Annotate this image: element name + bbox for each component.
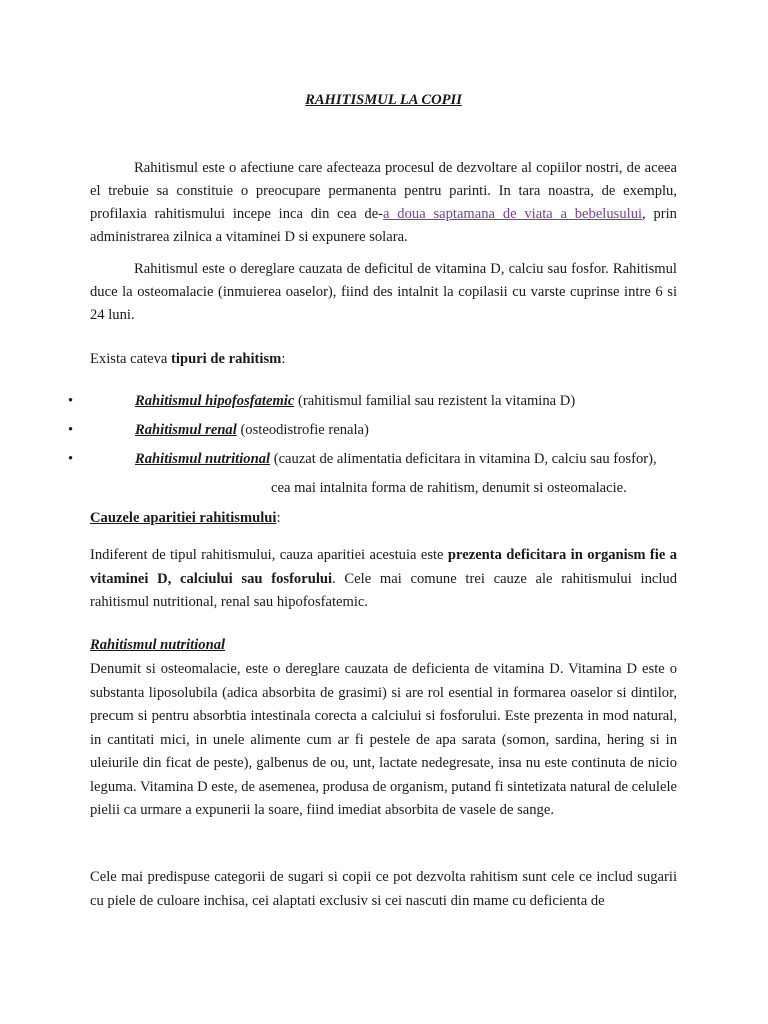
causes-heading-text: Cauzele aparitiei rahitismului <box>90 510 277 526</box>
predisposed-paragraph: Cele mai predispuse categorii de sugari si copii ce pot dezvolta rahitism sunt cele ce includ sugarii cu piele de culoare inchisa, cei alaptati exclusiv si cei nascuti din mame cu deficienta de <box>90 869 677 909</box>
types-intro <box>90 348 677 371</box>
causes-heading-colon: : <box>276 510 281 526</box>
causes-bold: prezenta deficitara in organism fie a vitaminei D, calciului sau fosforului <box>90 547 677 587</box>
bebelus-link[interactable]: a doua saptamana de viata a bebelusului <box>383 206 643 222</box>
list-item-desc: (osteodistrofie renala) <box>236 422 369 438</box>
types-intro-colon: : <box>281 351 286 367</box>
intro-text: Rahitismul este o afectiune care afecteaza procesul de dezvoltare al copiilor nostri, de aceea el trebuie sa constituie o preocupare permanenta pentru parinti. In tara noastra, de exemplu, profilaxia rahitismului incepe inca din cea de- <box>90 160 677 222</box>
intro-paragraph <box>90 157 677 249</box>
list-item-text <box>135 448 657 471</box>
causes-heading <box>90 507 281 530</box>
list-item-name: Rahitismul nutritional <box>135 451 271 467</box>
nutritional-heading: Rahitismul nutritional <box>90 637 226 653</box>
list-item-name: Rahitismul hipofosfatemic <box>135 393 295 409</box>
list-item-continuation: cea mai intalnita forma de rahitism, denumit si osteomalacie. <box>271 480 627 496</box>
causes-text-end: . Cele mai comune trei cauze ale rahitismului includ rahitismul nutritional, renal sau hipofosfatemic. <box>90 570 677 610</box>
document-title: RAHITISMUL LA COPII <box>305 92 462 108</box>
definition-paragraph: Rahitismul este o dereglare cauzata de deficitul de vitamina D, calciu sau fosfor. Rahitismul duce la osteomalacie (inmuierea oaselor), fiind des intalnit la copilasii cu varste cuprinse intre 6 si 24 luni. <box>90 261 677 323</box>
causes-text: Indiferent de tipul rahitismului, cauza aparitiei acestuia este <box>90 547 448 563</box>
list-item-name: Rahitismul renal <box>135 422 237 438</box>
list-item-text <box>135 390 575 413</box>
bullet-icon: • <box>68 451 74 467</box>
nutritional-paragraph: Denumit si osteomalacie, este o dereglare cauzata de deficienta de vitamina D. Vitamina D este o substanta liposolubila (adica absorbita de grasimi) si are rol esential in formarea oaselor si dintilor, precum si pentru absorbtia intestinala corecta a calciului si fosforului. Este prezenta in mod natural, in cantitati mici, in unele alimente cum ar fi pestele de apa sarata (somon, sardina, hering si in uleiurile din ficat de peste), galbenus de ou, unt, lactate nedegresate, insa nu este continuta de nicio leguma. Vitamina D este, de asemenea, produsa de organism, putand fi sintetizata natural de celulele pielii ca urmare a expunerii la soare, fiind imediat absorbita de vasele de sange. <box>90 661 677 818</box>
types-intro-bold: tipuri de rahitism <box>171 351 282 367</box>
types-intro-text: Exista cateva <box>90 351 172 367</box>
causes-paragraph <box>90 544 677 615</box>
list-item-desc: (rahitismul familial sau rezistent la vitamina D) <box>294 393 576 409</box>
bullet-icon: • <box>68 422 74 438</box>
list-item-text <box>135 419 369 442</box>
list-item-desc: (cauzat de alimentatia deficitara in vitamina D, calciu sau fosfor), <box>270 451 657 467</box>
bullet-icon: • <box>68 393 74 409</box>
intro-text-end: , prin administrarea zilnica a vitaminei D si expunere solara. <box>90 206 677 245</box>
